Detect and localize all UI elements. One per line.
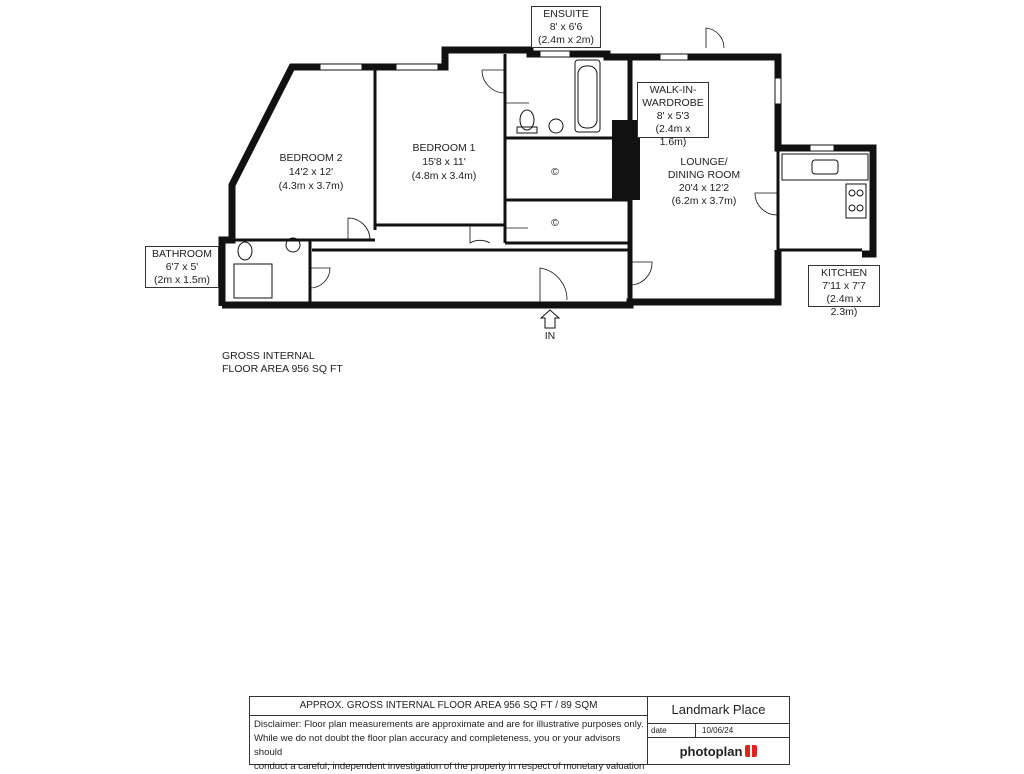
lounge-metric: (6.2m x 3.7m) (671, 195, 737, 207)
door-swing (482, 70, 505, 93)
entrance-arrow-icon (541, 310, 559, 328)
kitchen-label-box (808, 265, 880, 318)
lounge-name-1: LOUNGE/ (680, 156, 728, 168)
disclaimer-text (250, 716, 647, 774)
toilet (238, 242, 252, 260)
kitchen-counter (782, 154, 868, 180)
wardrobe-metric: (2.4m x 1.6m) (655, 123, 691, 148)
door-swing (630, 262, 652, 285)
footer-panel (249, 696, 790, 772)
gross-line-2: FLOOR AREA 956 SQ FT (222, 363, 343, 375)
hob-ring (849, 205, 855, 211)
bath-inner (578, 66, 597, 128)
property-address: Landmark Place (648, 697, 789, 724)
lounge-name-2: DINING ROOM (667, 169, 741, 181)
date-value: 10/06/24 (702, 726, 734, 735)
bathroom-imperial: 6'7 x 5' (165, 261, 199, 273)
bathroom-label-box (145, 246, 219, 288)
brand-logo (648, 738, 789, 764)
window (396, 64, 438, 70)
footer-disclaimer-area (250, 697, 648, 772)
bathroom-name: BATHROOM (152, 248, 212, 260)
bedroom1-metric: (4.8m x 3.4m) (411, 170, 477, 182)
ensuite-imperial: 8' x 6'6 (549, 21, 583, 33)
window (540, 51, 570, 57)
date-label: date (648, 724, 696, 737)
window (810, 145, 834, 151)
brand-name: photoplan (679, 743, 743, 759)
kitchen-sink (812, 160, 838, 174)
ensuite-label-box (531, 6, 601, 48)
hob-ring (857, 190, 863, 196)
hob (846, 184, 866, 218)
gross-area-note (222, 350, 343, 376)
hob-ring (849, 190, 855, 196)
kitchen-metric: (2.4m x 2.3m) (826, 293, 862, 318)
brand-mark-icon (745, 745, 757, 757)
bedroom1-name: BEDROOM 1 (412, 142, 476, 154)
wardrobe-imperial: 8' x 5'3 (656, 110, 690, 122)
shower-tray (234, 264, 272, 298)
ensuite-metric: (2.4m x 2m) (537, 34, 594, 46)
door-swing (706, 28, 724, 48)
bedroom2-imperial: 14'2 x 12' (288, 166, 334, 178)
outer-wall-south (222, 250, 778, 305)
window (320, 64, 362, 70)
basin (549, 119, 563, 133)
door-swing (348, 218, 370, 240)
door-swing (310, 268, 330, 288)
wardrobe-label-box (637, 82, 709, 148)
date-row (648, 724, 789, 738)
bedroom2-name: BEDROOM 2 (279, 152, 343, 164)
disclaimer-line-2: While we do not doubt the floor plan accuracy and completeness, you or your advisors should (254, 733, 621, 758)
hob-ring (857, 205, 863, 211)
kitchen-imperial: 7'11 x 7'7 (822, 280, 866, 292)
bedroom1-imperial: 15'8 x 11' (422, 156, 466, 168)
disclaimer-line-1: Disclaimer: Floor plan measurements are approximate and are for illustrative purposes only. (254, 719, 644, 730)
cupboard-symbol: © (551, 217, 559, 229)
kitchen-name: KITCHEN (820, 267, 868, 279)
gross-line-1: GROSS INTERNAL (222, 350, 315, 362)
ensuite-name: ENSUITE (543, 8, 589, 20)
disclaimer-line-3: conduct a careful, independent investigation of the property in respect of monetary valuation (254, 761, 645, 772)
door-swing (755, 193, 778, 215)
cupboard-symbol: © (551, 166, 559, 178)
entrance-label: IN (544, 330, 556, 342)
bathroom-metric: (2m x 1.5m) (153, 274, 210, 286)
door-swing (540, 268, 567, 305)
footer-header: APPROX. GROSS INTERNAL FLOOR AREA 956 SQ FT / 89 SQM (250, 697, 647, 716)
bedroom2-metric: (4.3m x 3.7m) (278, 180, 344, 192)
footer-info-area (648, 697, 789, 764)
window (660, 54, 688, 60)
wardrobe-name-1: WALK-IN- (649, 84, 697, 96)
door-swing (470, 225, 490, 243)
window (775, 78, 781, 104)
lounge-imperial: 20'4 x 12'2 (678, 182, 730, 194)
wardrobe-block (612, 120, 640, 200)
wardrobe-name-2: WARDROBE (642, 97, 704, 109)
